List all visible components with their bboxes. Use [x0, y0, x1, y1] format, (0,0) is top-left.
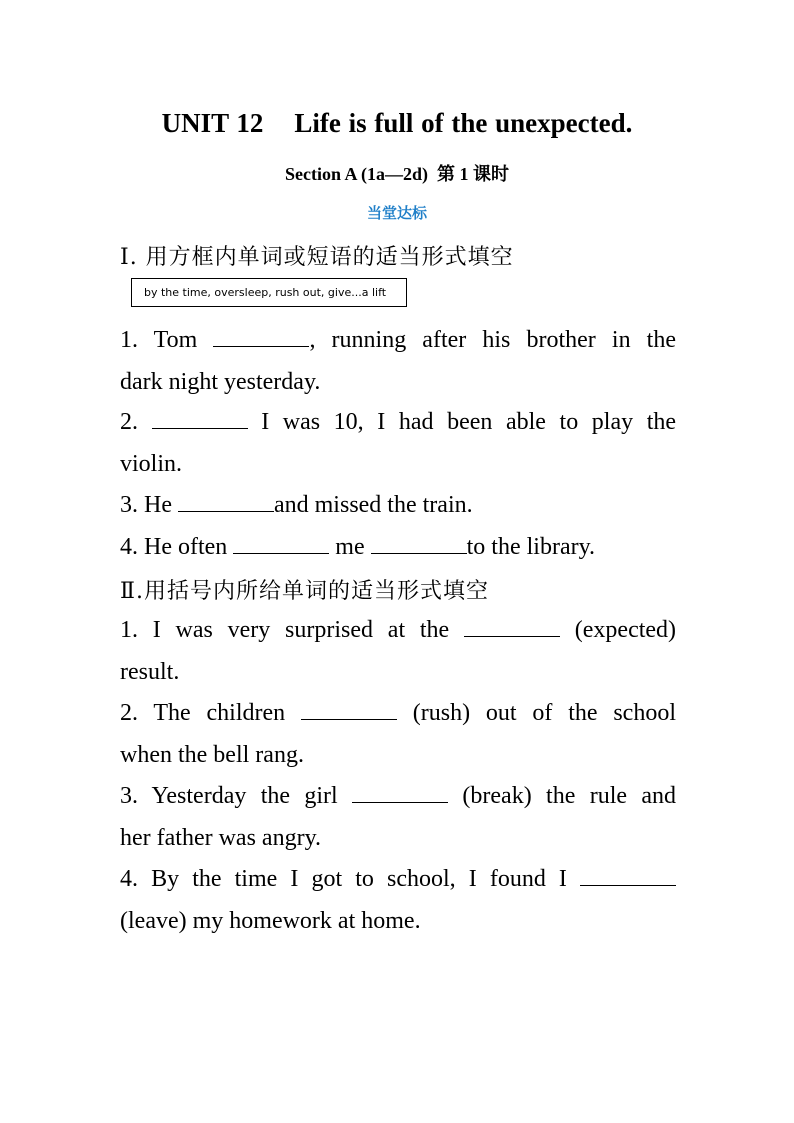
question-line	[120, 402, 676, 444]
question-number: 4.	[120, 534, 138, 560]
question-line	[120, 776, 676, 818]
question-number: 2.	[120, 409, 138, 435]
part1-question-2	[120, 402, 676, 485]
question-text: when the bell rang.	[120, 741, 304, 768]
question-line	[120, 610, 676, 652]
question-text: dark night yesterday.	[120, 368, 321, 395]
question-text: to the library.	[466, 534, 596, 560]
question-line	[120, 735, 676, 777]
question-number: 3.	[120, 492, 138, 518]
answer-blank[interactable]	[213, 326, 309, 347]
question-number: 1.	[120, 617, 138, 643]
part2-question-4	[120, 859, 676, 942]
question-text: violin.	[120, 450, 183, 477]
answer-blank[interactable]	[233, 533, 329, 554]
question-text: , running after his brother in the	[309, 327, 676, 353]
page-title: UNIT 12 Life is full of the unexpected.	[161, 108, 633, 138]
question-line	[120, 320, 676, 362]
part2-question-2	[120, 693, 676, 776]
word-box: by the time, oversleep, rush out, give...a lift	[131, 278, 407, 307]
question-line	[120, 859, 676, 901]
question-line	[120, 693, 676, 735]
question-text: her father was angry.	[120, 824, 322, 851]
part2-question-3	[120, 776, 676, 859]
question-text: I was 10, I had been able to play the	[261, 409, 676, 435]
exercise-label: 当堂达标	[366, 204, 427, 222]
answer-blank[interactable]	[580, 865, 676, 886]
question-text: (break) the rule and	[462, 783, 676, 809]
question-line	[120, 527, 676, 569]
section-subtitle: Section A (1a—2d) 第 1 课时	[284, 164, 509, 184]
question-text: The children	[153, 700, 286, 726]
question-text: result.	[120, 658, 180, 685]
part1-question-1	[120, 320, 676, 403]
answer-blank[interactable]	[371, 533, 467, 554]
part1-question-3	[120, 485, 676, 527]
part2-heading: Ⅱ.用括号内所给单词的适当形式填空	[120, 579, 489, 604]
question-line	[120, 818, 676, 860]
question-text: (expected)	[574, 617, 676, 643]
question-text: I was very surprised at the	[152, 617, 450, 643]
question-text: Yesterday the girl	[151, 783, 338, 809]
part1-heading: Ⅰ. 用方框内单词或短语的适当形式填空	[120, 245, 514, 270]
question-line	[120, 362, 676, 404]
part1-question-4	[120, 527, 676, 569]
question-text: (leave) my homework at home.	[120, 907, 421, 934]
answer-blank[interactable]	[464, 616, 560, 637]
question-line	[120, 444, 676, 486]
question-number: 2.	[120, 700, 138, 726]
question-text: Tom	[153, 327, 198, 353]
question-text: and missed the train.	[273, 492, 473, 518]
answer-blank[interactable]	[152, 408, 248, 429]
part2-question-1	[120, 610, 676, 693]
question-line	[120, 652, 676, 694]
question-text: He often	[144, 534, 228, 560]
question-text: me	[335, 534, 365, 560]
question-text: By the time I got to school, I found I	[151, 866, 567, 892]
question-number: 3.	[120, 783, 138, 809]
question-text: (rush) out of the school	[412, 700, 676, 726]
question-line	[120, 901, 676, 943]
question-number: 4.	[120, 866, 138, 892]
answer-blank[interactable]	[352, 782, 448, 803]
answer-blank[interactable]	[178, 491, 274, 512]
answer-blank[interactable]	[301, 699, 397, 720]
question-line	[120, 485, 676, 527]
question-number: 1.	[120, 327, 138, 353]
question-text: He	[144, 492, 172, 518]
